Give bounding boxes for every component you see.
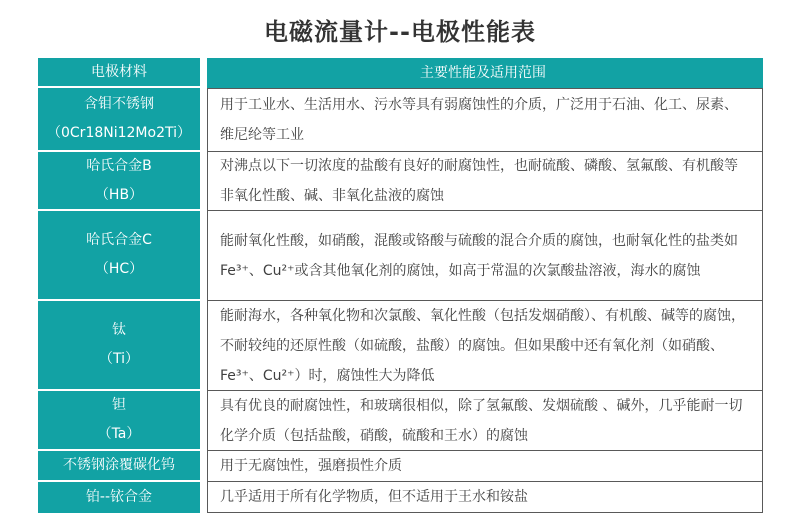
page-title: 电磁流量计--电极性能表 — [264, 18, 536, 46]
material-name: 含钼不锈钢 — [84, 96, 154, 112]
description-cell — [207, 88, 763, 152]
material-grade: （Ti） — [98, 351, 139, 367]
material-name: 钽 — [112, 397, 126, 413]
description-text: 用于无腐蚀性，强磨损性介质 — [220, 458, 402, 474]
table-row — [38, 451, 763, 482]
description-text: 对沸点以下一切浓度的盐酸有良好的耐腐蚀性，也耐硫酸、磷酸、氢氟酸、有机酸等非氧化性酸、碱、非氧化盐液的腐蚀 — [220, 158, 738, 204]
table-row — [38, 301, 763, 391]
table-row — [38, 88, 763, 152]
description-text: 几乎适用于所有化学物质，但不适用于王水和铵盐 — [220, 489, 528, 505]
description-cell — [207, 301, 763, 391]
material-name: 不锈钢涂覆碳化钨 — [63, 457, 175, 473]
description-text: 能耐海水，各种氧化物和次氯酸、氧化性酸（包括发烟硝酸）、有机酸、碱等的腐蚀，不耐较纯的还原性酸（如硫酸，盐酸）的腐蚀。但如果酸中还有氧化剂（如硝酸、Fe³⁺、Cu²⁺）时，腐蚀性大为降低 — [220, 307, 745, 384]
material-name: 哈氏合金C — [86, 232, 152, 248]
material-name: 钛 — [112, 322, 126, 338]
description-cell — [207, 152, 763, 211]
table-row — [38, 211, 763, 301]
material-name: 铂--铱合金 — [85, 489, 153, 505]
description-cell — [207, 211, 763, 301]
material-grade: （HB） — [94, 186, 144, 203]
table-row — [38, 152, 763, 211]
material-grade: （Ta） — [97, 426, 141, 442]
material-cell — [38, 482, 200, 513]
material-cell — [38, 152, 200, 211]
description-text: 能耐氧化性酸，如硝酸，混酸或铬酸与硫酸的混合介质的腐蚀，也耐氧化性的盐类如Fe³⁺、Cu²⁺或含其他氧化剂的腐蚀，如高于常温的次氯酸盐溶液，海水的腐蚀 — [220, 232, 738, 279]
material-cell — [38, 301, 200, 391]
description-cell — [207, 451, 763, 482]
material-grade: （HC） — [94, 261, 144, 277]
material-cell — [38, 451, 200, 482]
table-row — [38, 482, 763, 513]
material-cell — [38, 211, 200, 301]
material-cell — [38, 391, 200, 451]
material-grade: （0Cr18Ni12Mo2Ti） — [47, 125, 191, 141]
description-text: 具有优良的耐腐蚀性，和玻璃很相似，除了氢氟酸、发烟硫酸 、碱外，几乎能耐一切化学介质（包括盐酸，硝酸，硫酸和王水）的腐蚀 — [220, 397, 743, 444]
column-header-material: 电极材料 — [38, 58, 200, 88]
electrode-performance-table — [38, 58, 763, 513]
material-cell — [38, 88, 200, 152]
table-row — [38, 391, 763, 451]
description-cell — [207, 482, 763, 513]
column-header-performance: 主要性能及适用范围 — [207, 58, 763, 88]
description-cell — [207, 391, 763, 451]
description-text: 用于工业水、生活用水、污水等具有弱腐蚀性的介质，广泛用于石油、化工、尿素、维尼纶等工业 — [220, 97, 738, 143]
table-header-row — [38, 58, 763, 88]
material-name: 哈氏合金B — [86, 157, 152, 174]
